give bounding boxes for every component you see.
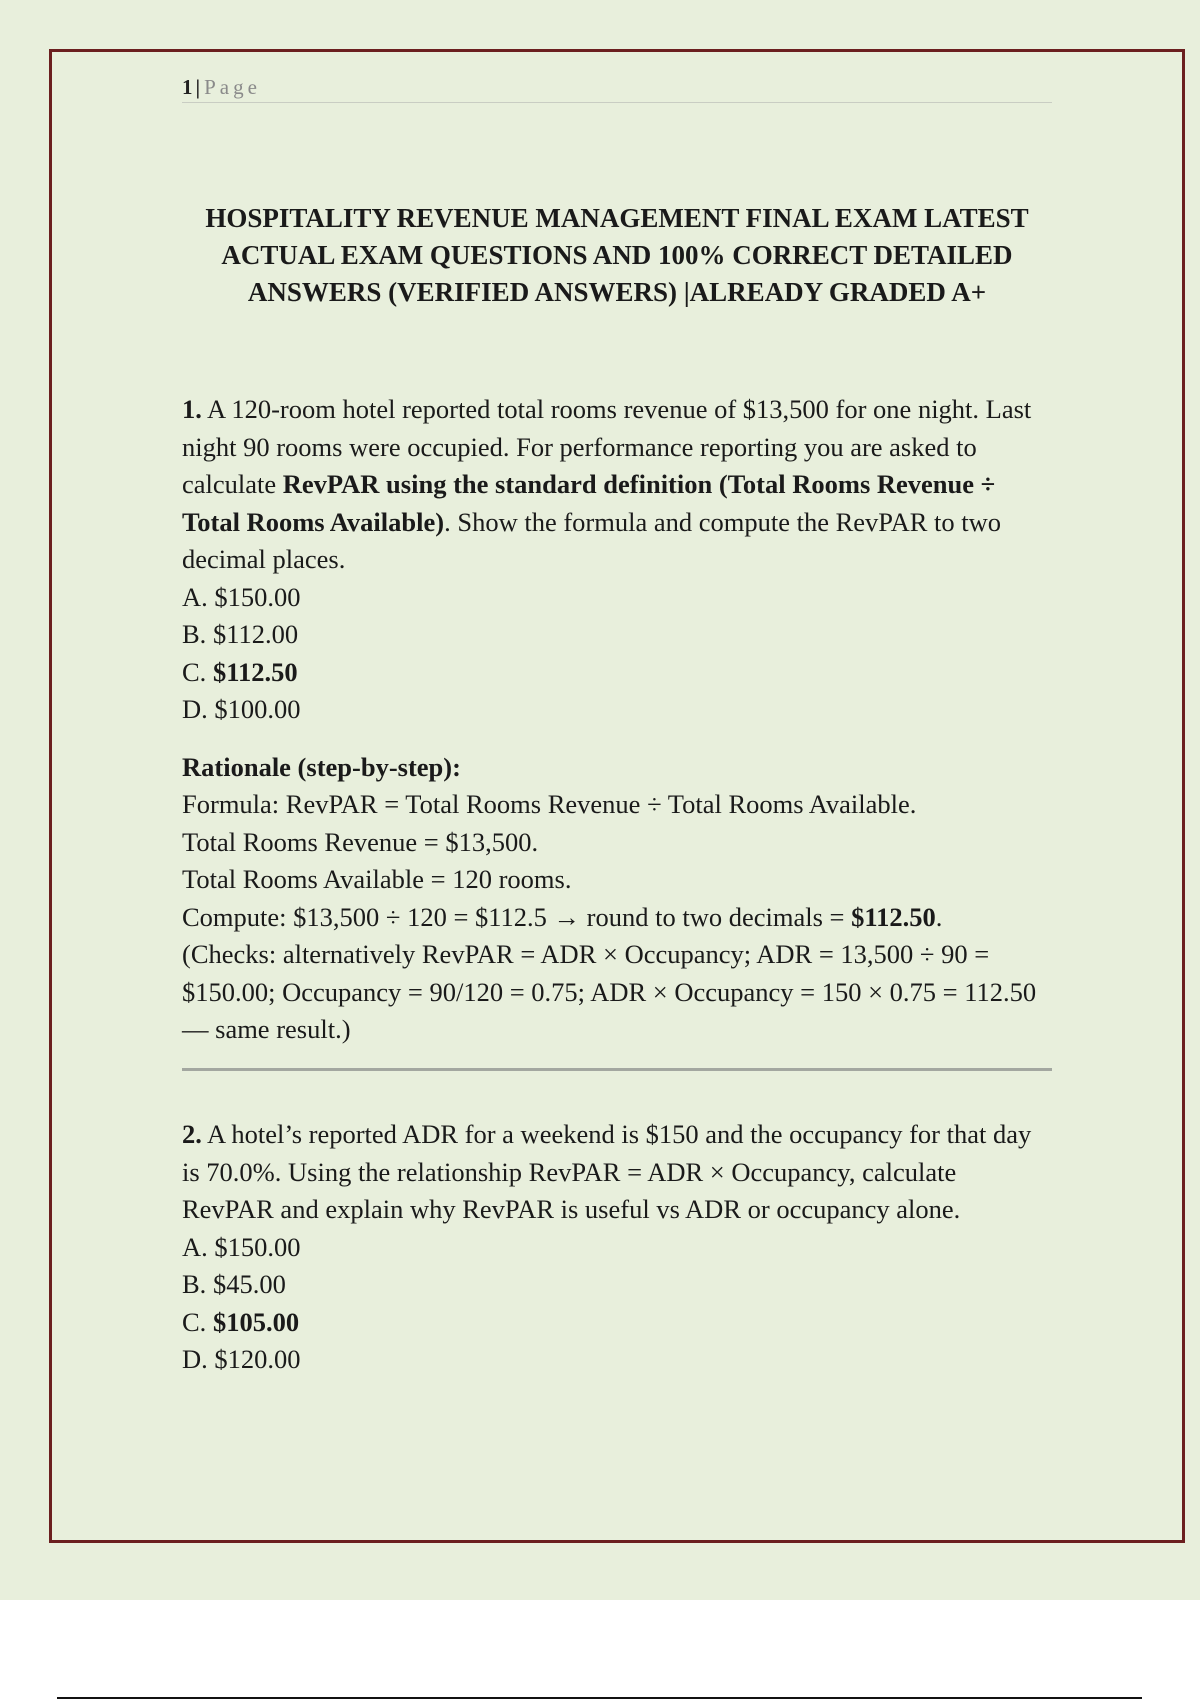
page-word: Page [204, 75, 261, 99]
title-line-1: HOSPITALITY REVENUE MANAGEMENT FINAL EXAM LATEST [205, 203, 1029, 233]
compute-suffix: . [935, 901, 943, 932]
option-c-correct [182, 1304, 1052, 1342]
option-d [182, 1341, 1052, 1379]
question-1-number: 1. [182, 394, 202, 424]
option-value: $100.00 [214, 694, 301, 724]
question-2 [182, 1116, 1052, 1379]
option-value-correct: $112.50 [212, 656, 298, 687]
option-a [182, 1229, 1052, 1267]
question-2-text [182, 1116, 1052, 1229]
question-2-body: A hotel’s reported ADR for a weekend is $150 and the occupancy for that day is 70.0%. Using the relationship RevPAR = ADR × Occupancy, calculate RevPAR and explain why RevPAR is useful vs ADR or occupancy alone. [182, 1119, 1032, 1224]
rationale-compute [182, 899, 1052, 937]
option-d [182, 691, 1052, 729]
rationale-checks: (Checks: alternatively RevPAR = ADR × Occupancy; ADR = 13,500 ÷ 90 = $150.00; Occupancy = 90/120 = 0.75; ADR × Occupancy = 150 × 0.75 = 112.50 — same result.) [182, 939, 1037, 1044]
option-letter: C. [182, 656, 213, 687]
rationale-heading [182, 749, 1052, 787]
option-letter: D. [182, 1344, 215, 1374]
option-letter: B. [182, 619, 213, 649]
option-value: $150.00 [214, 581, 301, 612]
question-2-options [182, 1229, 1052, 1379]
title-line-2: ACTUAL EXAM QUESTIONS AND 100% CORRECT DETAILED [221, 240, 1013, 270]
option-b [182, 1266, 1052, 1304]
rationale-formula: Formula: RevPAR = Total Rooms Revenue ÷ Total Rooms Available. [182, 789, 917, 819]
rationale-revenue: Total Rooms Revenue = $13,500. [182, 826, 539, 857]
option-letter: C. [182, 1306, 213, 1337]
option-value: $45.00 [212, 1269, 286, 1299]
header-separator: | [195, 75, 201, 99]
compute-result: $112.50 [851, 901, 936, 932]
question-1-text-bold: RevPAR using the standard definition (Total Rooms Revenue ÷ Total Rooms Available) [182, 469, 996, 537]
question-1-rationale [182, 749, 1052, 1049]
option-value-correct: $105.00 [212, 1306, 300, 1337]
title-line-3: ANSWERS (VERIFIED ANSWERS) |ALREADY GRADED A+ [247, 277, 987, 307]
option-a [182, 579, 1052, 617]
option-letter: A. [182, 1231, 215, 1262]
compute-prefix: Compute: $13,500 ÷ 120 = $112.5 → round to two decimals = [182, 901, 852, 932]
question-1-text-part2: . Show the formula and compute the RevPAR to two decimal places. [182, 506, 1002, 574]
option-value: $112.00 [212, 619, 299, 649]
question-1-options [182, 579, 1052, 729]
question-1-text-part1: A 120-room hotel reported total rooms revenue of $13,500 for one night. Last night 90 rooms were occupied. For performance reporting you are asked to calculate [182, 394, 1032, 499]
document-title [182, 200, 1052, 311]
option-value: $150.00 [214, 1231, 301, 1262]
page-header [182, 72, 1052, 103]
question-1 [182, 391, 1052, 1049]
bottom-page-rule [57, 1697, 1142, 1699]
question-divider [182, 1068, 1052, 1071]
option-b [182, 616, 1052, 654]
option-letter: B. [182, 1269, 213, 1299]
option-letter: D. [182, 694, 215, 724]
question-1-text [182, 391, 1052, 579]
rationale-heading-text: Rationale (step-by-step): [182, 751, 461, 782]
question-2-number: 2. [182, 1119, 202, 1149]
page-number: 1 [182, 75, 193, 99]
option-c-correct [182, 654, 1052, 692]
option-letter: A. [182, 581, 215, 612]
option-value: $120.00 [214, 1344, 301, 1374]
rationale-available: Total Rooms Available = 120 rooms. [182, 864, 572, 894]
